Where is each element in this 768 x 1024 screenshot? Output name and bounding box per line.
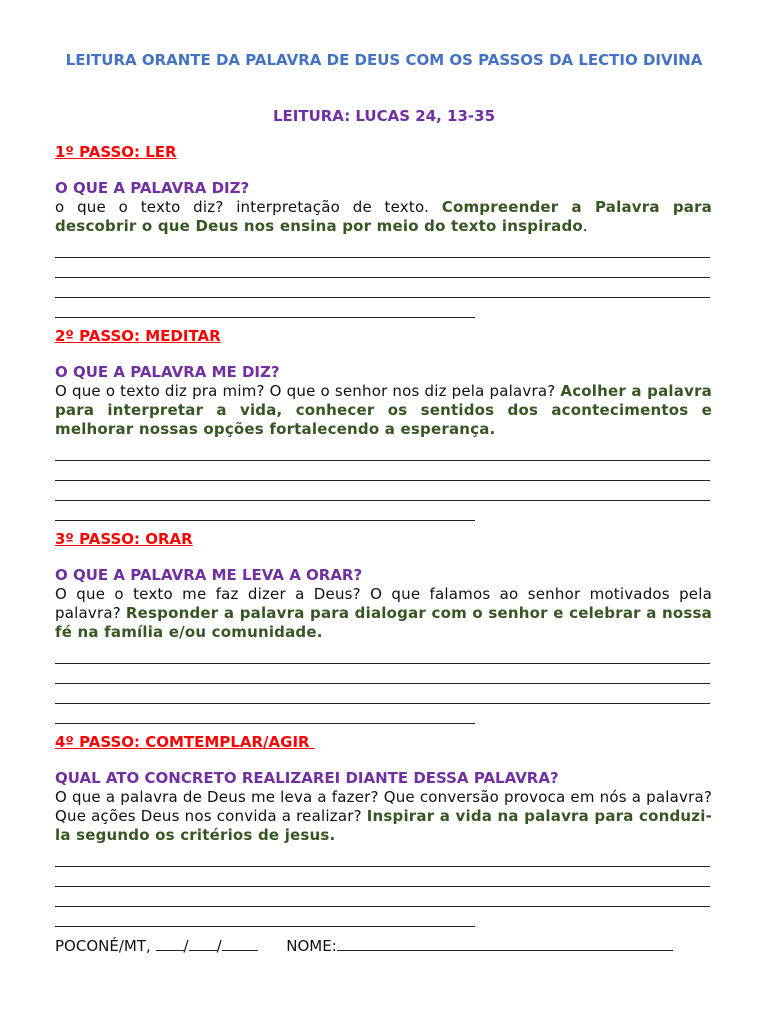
answer-line[interactable] (55, 258, 710, 278)
document-title: LEITURA ORANTE DA PALAVRA DE DEUS COM OS PASSOS DA LECTIO DIVINA (65, 51, 703, 69)
date-month-blank[interactable] (189, 935, 217, 951)
step-3-answer-lines[interactable] (55, 644, 712, 724)
answer-line[interactable] (55, 298, 475, 318)
step-4-emphasis: Inspirar a vida na palavra para conduzi-la segundo os critérios de jesus. (55, 807, 712, 844)
answer-line[interactable] (55, 278, 710, 298)
name-blank[interactable] (337, 935, 673, 951)
step-3-emphasis: Responder a palavra para dialogar com o senhor e celebrar a nossa fé na família e/ou comunidade. (55, 604, 713, 641)
answer-line[interactable] (55, 704, 475, 724)
step-2-question: O QUE A PALAVRA ME DIZ? (55, 363, 280, 381)
answer-line[interactable] (55, 461, 710, 481)
step-3-text (55, 585, 712, 642)
step-4-text (55, 788, 712, 845)
step-1-tail: . (582, 217, 588, 235)
step-1-section (55, 143, 712, 318)
answer-line[interactable] (55, 867, 710, 887)
date-year-blank[interactable] (222, 935, 258, 951)
step-4-plain: O que a palavra de Deus me leva a fazer? Que conversão provoca em nós a palavra? Que ações Deus nos convida a realizar? (55, 788, 712, 825)
step-2-emphasis: Acolher a palavra para interpretar a vida, conhecer os sentidos dos acontecimentos e melhorar nossas opções fortalecendo a esperança. (55, 382, 712, 438)
step-2-heading: 2º PASSO: MEDITAR (55, 327, 221, 345)
step-2-answer-lines[interactable] (55, 441, 712, 521)
step-3-question: O QUE A PALAVRA ME LEVA A ORAR? (55, 566, 363, 584)
step-1-heading: 1º PASSO: LER (55, 143, 177, 161)
date-separator: / (183, 937, 189, 955)
step-2-section (55, 327, 712, 521)
signature-footer (55, 935, 712, 956)
step-2-text (55, 382, 712, 439)
date-day-blank[interactable] (156, 935, 184, 951)
answer-line[interactable] (55, 907, 475, 927)
step-2-plain: O que o texto diz pra mim? O que o senhor nos diz pela palavra? (55, 382, 556, 400)
step-4-answer-lines[interactable] (55, 847, 712, 927)
step-1-text (55, 198, 712, 236)
step-3-section (55, 530, 712, 724)
step-3-plain: O que o texto me faz dizer a Deus? O que falamos ao senhor motivados pela palavra? (55, 585, 712, 622)
date-separator: / (216, 937, 222, 955)
place-label: POCONÉ/MT, (55, 937, 151, 955)
step-1-emphasis: Compreender a Palavra para descobrir o que Deus nos ensina por meio do texto inspirado (55, 198, 713, 235)
step-1-answer-lines[interactable] (55, 238, 712, 318)
answer-line[interactable] (55, 847, 710, 867)
reading-reference: LEITURA: LUCAS 24, 13-35 (272, 107, 496, 125)
answer-line[interactable] (55, 684, 710, 704)
answer-line[interactable] (55, 481, 710, 501)
answer-line[interactable] (55, 664, 710, 684)
answer-line[interactable] (55, 441, 710, 461)
step-1-question: O QUE A PALAVRA DIZ? (55, 179, 250, 197)
answer-line[interactable] (55, 501, 475, 521)
step-4-heading: 4º PASSO: COMTEMPLAR/AGIR (55, 733, 315, 751)
step-4-section (55, 733, 712, 927)
step-4-question: QUAL ATO CONCRETO REALIZAREI DIANTE DESSA PALAVRA? (55, 769, 559, 787)
answer-line[interactable] (55, 644, 710, 664)
step-1-plain: o que o texto diz? interpretação de texto. (55, 198, 430, 216)
answer-line[interactable] (55, 238, 710, 258)
step-3-heading: 3º PASSO: ORAR (55, 530, 193, 548)
answer-line[interactable] (55, 887, 710, 907)
name-label: NOME: (286, 937, 337, 955)
